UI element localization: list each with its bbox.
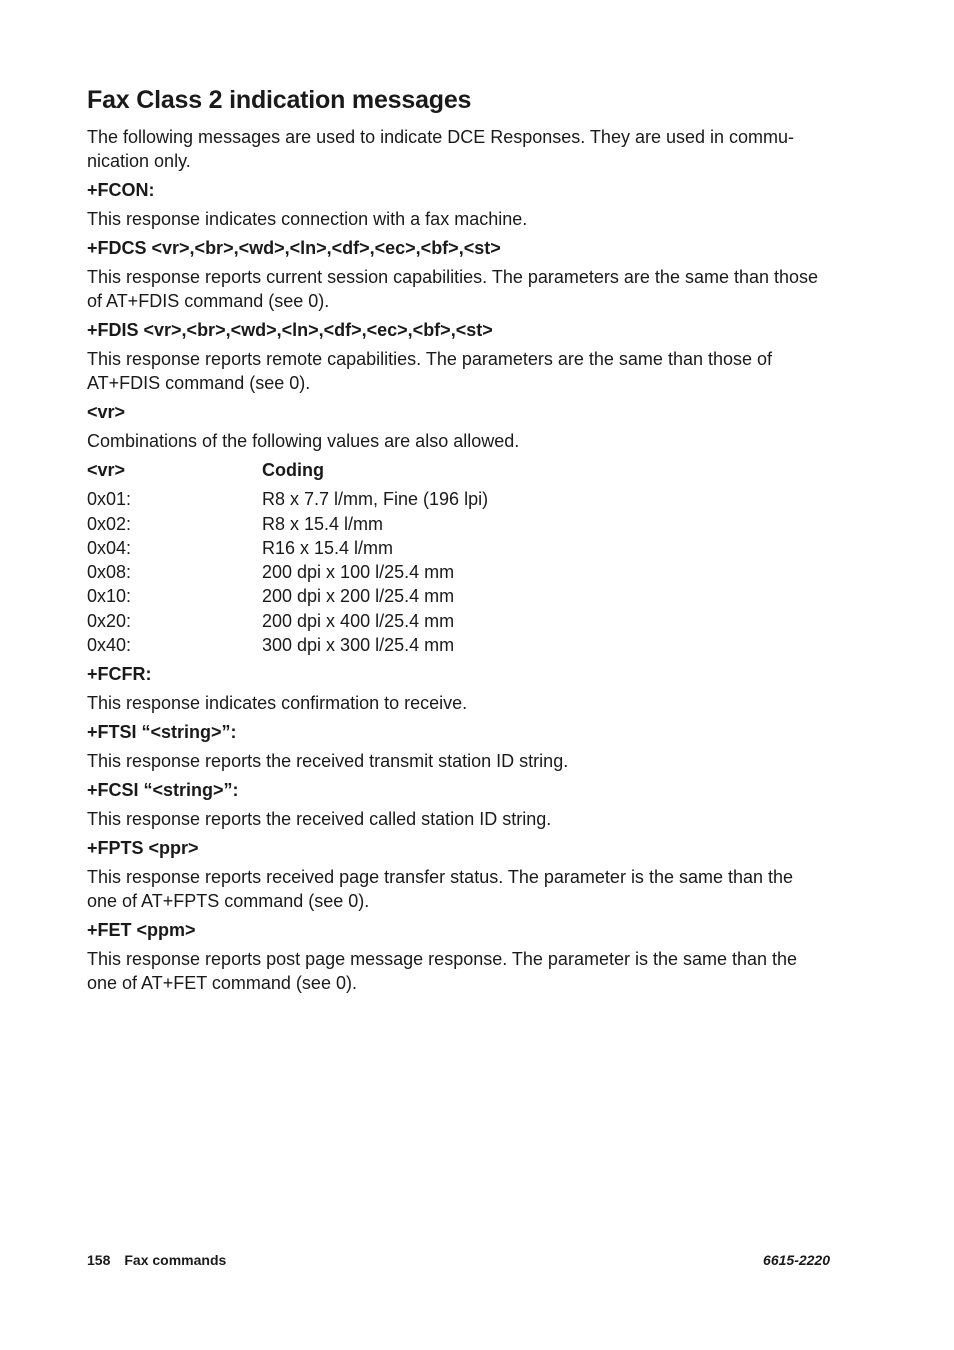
table-cell-coding: 300 dpi x 300 l/25.4 mm (262, 635, 455, 656)
table-row (87, 536, 827, 560)
table-header-coding: Coding (262, 460, 324, 480)
fpts-description: This response reports received page transfer status. The parameter is the same than the one of AT+FPTS command (see 0). (87, 867, 794, 912)
footer-left (87, 1252, 226, 1268)
fcsi-heading: +FCSI “<string>”: (87, 780, 239, 801)
table-cell-coding: R8 x 7.7 l/mm, Fine (196 lpi) (262, 489, 489, 510)
table-header (87, 458, 827, 482)
table-cell-value: 0x08: (87, 562, 132, 583)
table-cell-value: 0x02: (87, 513, 132, 534)
table-cell-coding: 200 dpi x 200 l/25.4 mm (262, 586, 455, 607)
section-name: Fax commands (124, 1252, 227, 1268)
fpts-heading: +FPTS <ppr> (87, 838, 199, 859)
fcfr-description: This response indicates confirmation to receive. (87, 693, 468, 714)
fdis-description: This response reports remote capabilities. The parameters are the same than those of AT+FDIS command (see 0). (87, 349, 773, 393)
table-row (87, 584, 827, 608)
fcsi-description: This response reports the received called station ID string. (87, 809, 552, 830)
table-cell-coding: 200 dpi x 100 l/25.4 mm (262, 562, 455, 583)
table-row (87, 487, 827, 511)
table-row (87, 512, 827, 536)
vr-heading: <vr> (87, 402, 126, 422)
table-row (87, 560, 827, 584)
fcon-description: This response indicates connection with a fax machine. (87, 209, 528, 229)
table-cell-value: 0x20: (87, 610, 132, 631)
intro-text: The following messages are used to indicate DCE Responses. They are used in commu-nication only. (87, 127, 795, 171)
page-footer (87, 1252, 830, 1268)
table-cell-coding: R8 x 15.4 l/mm (262, 513, 384, 534)
table-cell-coding: R16 x 15.4 l/mm (262, 537, 394, 558)
document-id: 6615-2220 (763, 1252, 830, 1268)
table-row (87, 633, 827, 657)
vr-coding-table (87, 458, 827, 657)
fet-heading: +FET <ppm> (87, 920, 196, 941)
table-cell-value: 0x01: (87, 489, 132, 510)
ftsi-description: This response reports the received transmit station ID string. (87, 751, 569, 772)
table-cell-value: 0x40: (87, 635, 132, 656)
table-header-vr: <vr> (87, 460, 126, 480)
page-content (87, 84, 827, 1000)
table-cell-value: 0x10: (87, 586, 132, 607)
table-cell-value: 0x04: (87, 537, 132, 558)
ftsi-heading: +FTSI “<string>”: (87, 722, 237, 743)
fet-description: This response reports post page message response. The parameter is the same than the one of AT+FET command (see 0). (87, 949, 798, 994)
fcfr-heading: +FCFR: (87, 664, 152, 685)
page-title: Fax Class 2 indication messages (87, 86, 472, 114)
table-row (87, 609, 827, 633)
table-cell-coding: 200 dpi x 400 l/25.4 mm (262, 610, 455, 631)
fdcs-description: This response reports current session capabilities. The parameters are the same than those of AT+FDIS command (see 0). (87, 267, 819, 311)
page-number: 158 (87, 1252, 111, 1268)
fdis-heading: +FDIS <vr>,<br>,<wd>,<ln>,<df>,<ec>,<bf>,<st> (87, 320, 493, 340)
fdcs-heading: +FDCS <vr>,<br>,<wd>,<ln>,<df>,<ec>,<bf>,<st> (87, 238, 501, 258)
fcon-heading: +FCON: (87, 180, 155, 200)
vr-description: Combinations of the following values are also allowed. (87, 431, 520, 451)
